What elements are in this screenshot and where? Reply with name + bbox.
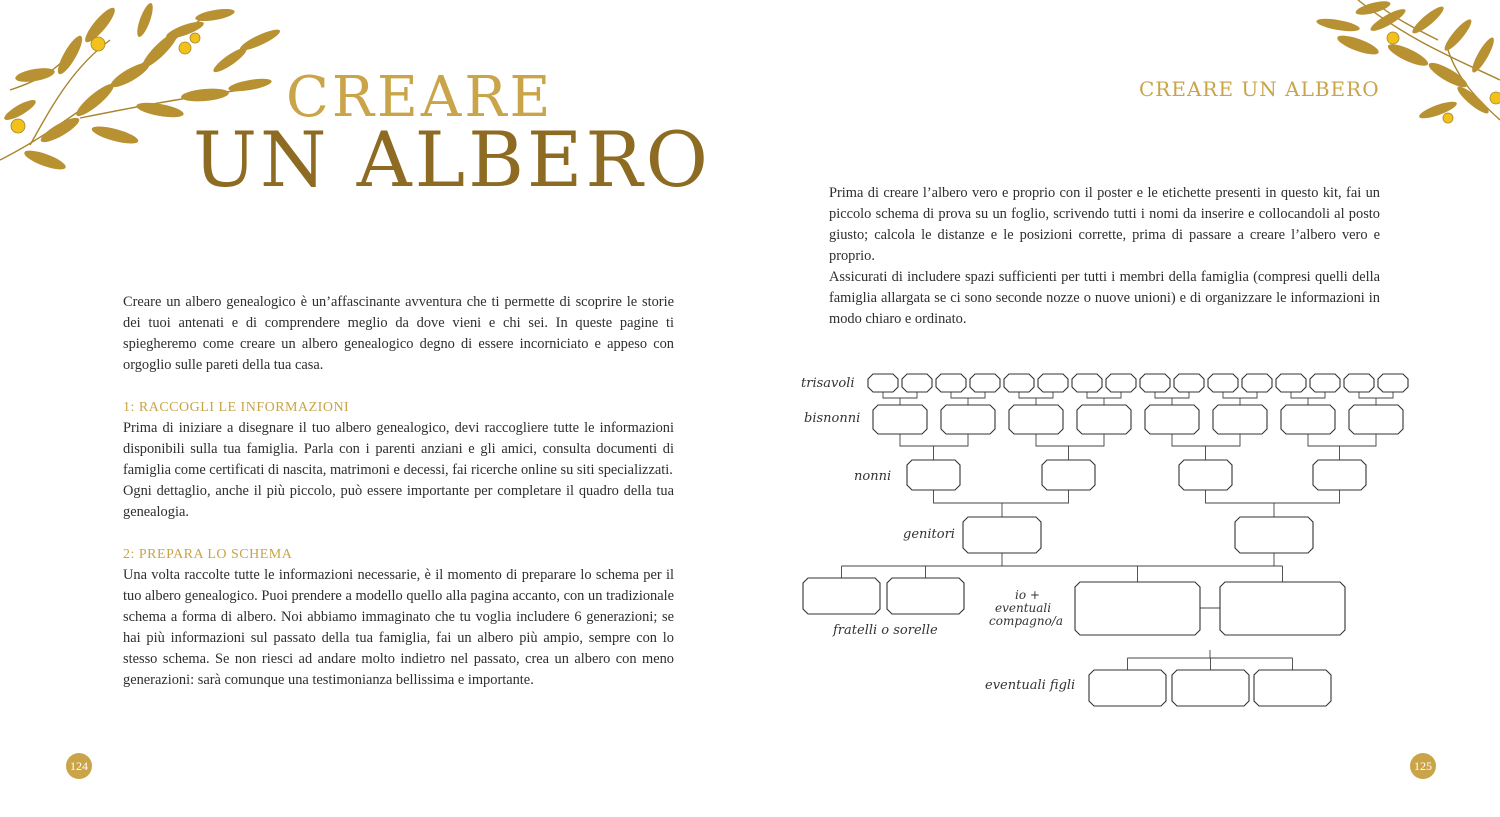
section1-paragraph1: Prima di iniziare a disegnare il tuo albero genealogico, devi raccogliere tutte le informazioni disponibili sulla tua famiglia. Parla con i parenti anziani e gli amici, consulta documenti di famiglia come certificati di nascita, matrimoni e decessi, fai ricerche online su siti specializzati. xyxy=(123,420,674,478)
connector-bisnonni xyxy=(1036,434,1104,460)
trisavoli-box xyxy=(1072,374,1102,392)
page-number-left: 124 xyxy=(66,753,92,779)
right-paragraph1: Prima di creare l’albero vero e proprio con il poster e le etichette presenti in questo kit, fai un piccolo schema di prova su un foglio, scrivendo tutti i nomi da inserire e collocandoli al posto giusto; calcola le distanze e le posizioni corrette, prima di passare a creare l’albero vero e proprio. xyxy=(829,185,1380,264)
page-title-line1: CREARE xyxy=(286,65,554,130)
connector-trisavoli xyxy=(1155,392,1189,405)
connector-trisavoli xyxy=(1223,392,1257,405)
page-number-right: 125 xyxy=(1410,753,1436,779)
bisnonni-box xyxy=(1077,405,1131,434)
section2-heading: 2: PREPARA LO SCHEMA xyxy=(123,547,293,562)
family-tree-diagram xyxy=(795,360,1415,720)
trisavoli-box xyxy=(936,374,966,392)
connector-trisavoli xyxy=(1019,392,1053,405)
fratelli-box xyxy=(887,578,964,614)
label-io-line2: eventuali xyxy=(995,601,1052,615)
connector-trisavoli xyxy=(1087,392,1121,405)
nonni-box xyxy=(1042,460,1095,490)
fratelli-box xyxy=(803,578,880,614)
trisavoli-box xyxy=(1174,374,1204,392)
label-genitori: genitori xyxy=(903,527,955,542)
connector-trisavoli xyxy=(1359,392,1393,405)
connector-nonni xyxy=(934,490,1069,517)
connector-trisavoli xyxy=(1291,392,1325,405)
connector-genitori xyxy=(1002,553,1274,566)
left-body-text xyxy=(123,292,674,691)
bisnonni-box xyxy=(941,405,995,434)
label-io-line3: compagno/a xyxy=(989,614,1063,628)
connector-bisnonni xyxy=(900,434,968,460)
nonni-box xyxy=(907,460,960,490)
trisavoli-box xyxy=(970,374,1000,392)
connector-trisavoli xyxy=(951,392,985,405)
page-title-line2: UN ALBERO xyxy=(193,115,711,204)
connector-bisnonni xyxy=(1172,434,1240,460)
section1-heading: 1: RACCOGLI LE INFORMAZIONI xyxy=(123,400,350,415)
intro-paragraph: Creare un albero genealogico è un’affascinante avventura che ti permette di scoprire le storie dei tuoi antenati e di comprendere meglio da dove vieni e chi sei. In queste pagine ti spiegheremo come creare un albero genealogico degno di essere incorniciato e appeso con orgoglio sulle pareti della tua casa. xyxy=(123,294,674,373)
connector-nonni xyxy=(1206,490,1340,517)
trisavoli-box xyxy=(1378,374,1408,392)
trisavoli-box xyxy=(902,374,932,392)
trisavoli-box xyxy=(1310,374,1340,392)
bisnonni-box xyxy=(1213,405,1267,434)
genitori-box xyxy=(1235,517,1313,553)
right-body-text xyxy=(829,183,1380,330)
bisnonni-box xyxy=(1349,405,1403,434)
section2-paragraph1: Una volta raccolte tutte le informazioni necessarie, è il momento di preparare lo schema per il tuo albero genealogico. Puoi prendere a modello quello alla pagina accanto, con un tradizionale schema a forma di albero. Noi abbiamo immaginato che tu voglia includere 6 generazioni; se hai più informazioni sul passato della tua famiglia, fai un albero più ampio, sempre con lo stesso schema. Se non riesci ad andare molto indietro nel passato, crea un albero con meno generazioni: sarà comunque una testimonianza bellissima e importante. xyxy=(123,567,674,688)
trisavoli-box xyxy=(1140,374,1170,392)
figli-box xyxy=(1254,670,1331,706)
section1-paragraph2: Ogni dettaglio, anche il più piccolo, può essere importante per completare il quadro della tua genealogia. xyxy=(123,483,674,520)
label-trisavoli: trisavoli xyxy=(801,376,855,391)
bisnonni-box xyxy=(1281,405,1335,434)
right-paragraph2: Assicurati di includere spazi sufficienti per tutti i membri della famiglia (compresi quelli della famiglia allargata se ci sono seconde nozze o nuove unioni) e di organizzare le informazioni in modo chiaro e ordinato. xyxy=(829,269,1380,327)
nonni-box xyxy=(1179,460,1232,490)
trisavoli-box xyxy=(1344,374,1374,392)
nonni-box xyxy=(1313,460,1366,490)
trisavoli-box xyxy=(1208,374,1238,392)
compagno-box xyxy=(1220,582,1345,635)
connector-trisavoli xyxy=(883,392,917,405)
label-io-line1: io + xyxy=(1015,588,1040,602)
io-box xyxy=(1075,582,1200,635)
trisavoli-box xyxy=(1276,374,1306,392)
figli-box xyxy=(1172,670,1249,706)
connector-bisnonni xyxy=(1308,434,1376,460)
bisnonni-box xyxy=(873,405,927,434)
bisnonni-box xyxy=(1009,405,1063,434)
connector-figli-bar xyxy=(1128,650,1293,658)
trisavoli-box xyxy=(1242,374,1272,392)
genitori-box xyxy=(963,517,1041,553)
bisnonni-box xyxy=(1145,405,1199,434)
trisavoli-box xyxy=(868,374,898,392)
trisavoli-box xyxy=(1004,374,1034,392)
figli-box xyxy=(1089,670,1166,706)
trisavoli-box xyxy=(1038,374,1068,392)
trisavoli-box xyxy=(1106,374,1136,392)
olive-branch-illustration-right xyxy=(1298,0,1500,130)
label-bisnonni: bisnonni xyxy=(804,411,861,426)
label-fratelli-sorelle: fratelli o sorelle xyxy=(833,623,938,638)
running-head: CREARE UN ALBERO xyxy=(1139,77,1380,101)
label-eventuali-figli: eventuali figli xyxy=(985,678,1076,693)
label-nonni: nonni xyxy=(854,469,892,484)
